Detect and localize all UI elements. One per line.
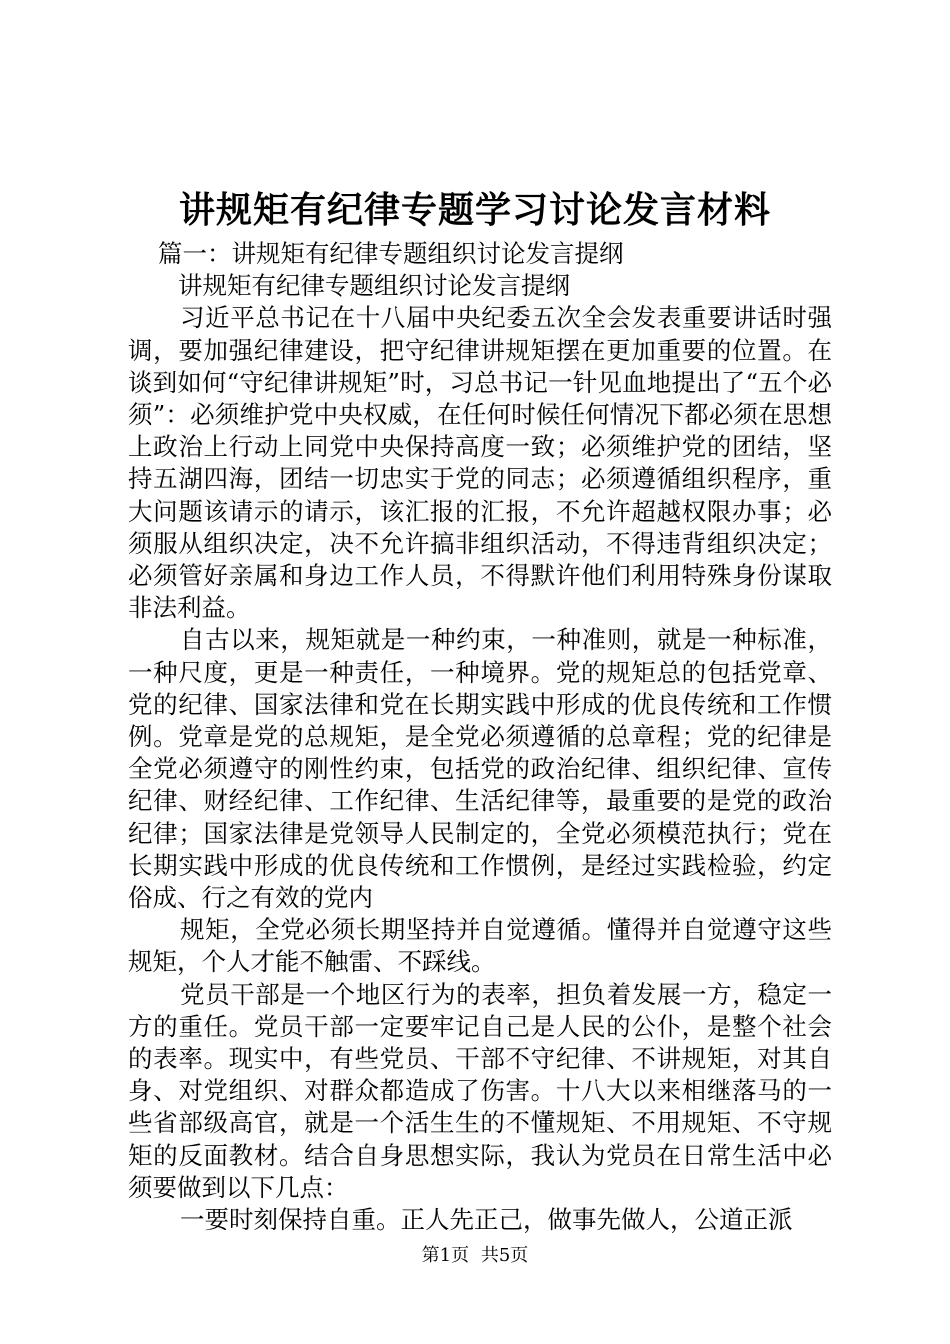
page-number: 第1页 — [421, 1245, 470, 1266]
document-body — [128, 238, 832, 1236]
body-paragraph: 党员干部是一个地区行为的表率，担负着发展一方，稳定一方的重任。党员干部一定要牢记自己是人民的公仆，是整个社会的表率。现实中，有些党员、干部不守纪律、不讲规矩，对其自身、对党组织、对群众都造成了伤害。十八大以来相继落马的一些省部级高官，就是一个活生生的不懂规矩、不用规矩、不守规矩的反面教材。结合自身思想实际，我认为党员在日常生活中必须要做到以下几点： — [128, 979, 832, 1202]
sub-heading: 讲规矩有纪律专题组织讨论发言提纲 — [178, 271, 570, 301]
page-footer — [0, 1244, 950, 1268]
document-title: 讲规矩有纪律专题学习讨论发言材料 — [178, 189, 771, 231]
page-total: 共5页 — [480, 1245, 529, 1266]
body-paragraph: 自古以来，规矩就是一种约束，一种准则，就是一种标准，一种尺度，更是一种责任，一种境界。党的规矩总的包括党章、党的纪律、国家法律和党在长期实践中形成的优良传统和工作惯例。党章是党的总规矩，是全党必须遵循的总章程；党的纪律是全党必须遵守的刚性约束，包括党的政治纪律、组织纪律、宣传纪律、财经纪律、工作纪律、生活纪律等，最重要的是党的政治纪律；国家法律是党领导人民制定的，全党必须模范执行；党在长期实践中形成的优良传统和工作惯例，是经过实践检验，约定俗成、行之有效的党内 — [128, 625, 832, 913]
body-paragraph: 一要时刻保持自重。正人先正己，做事先做人，公道正派 — [180, 1205, 793, 1235]
section-heading: 篇一：讲规矩有纪律专题组织讨论发言提纲 — [158, 239, 624, 268]
body-paragraph: 习近平总书记在十八届中央纪委五次全会发表重要讲话时强调，要加强纪律建设，把守纪律讲规矩摆在更加重要的位置。在谈到如何“守纪律讲规矩”时，习总书记一针见血地提出了“五个必须”：必须维护党中央权威，在任何时候任何情况下都必须在思想上政治上行动上同党中央保持高度一致；必须维护党的团结，坚持五湖四海，团结一切忠实于党的同志；必须遵循组织程序，重大问题该请示的请示，该汇报的汇报，不允许超越权限办事；必须服从组织决定，决不允许搞非组织活动，不得违背组织决定；必须管好亲属和身边工作人员，不得默许他们利用特殊身份谋取非法利益。 — [128, 303, 832, 623]
body-paragraph: 规矩，全党必须长期坚持并自觉遵循。懂得并自觉遵守这些规矩，个人才能不触雷、不踩线。 — [128, 915, 832, 977]
